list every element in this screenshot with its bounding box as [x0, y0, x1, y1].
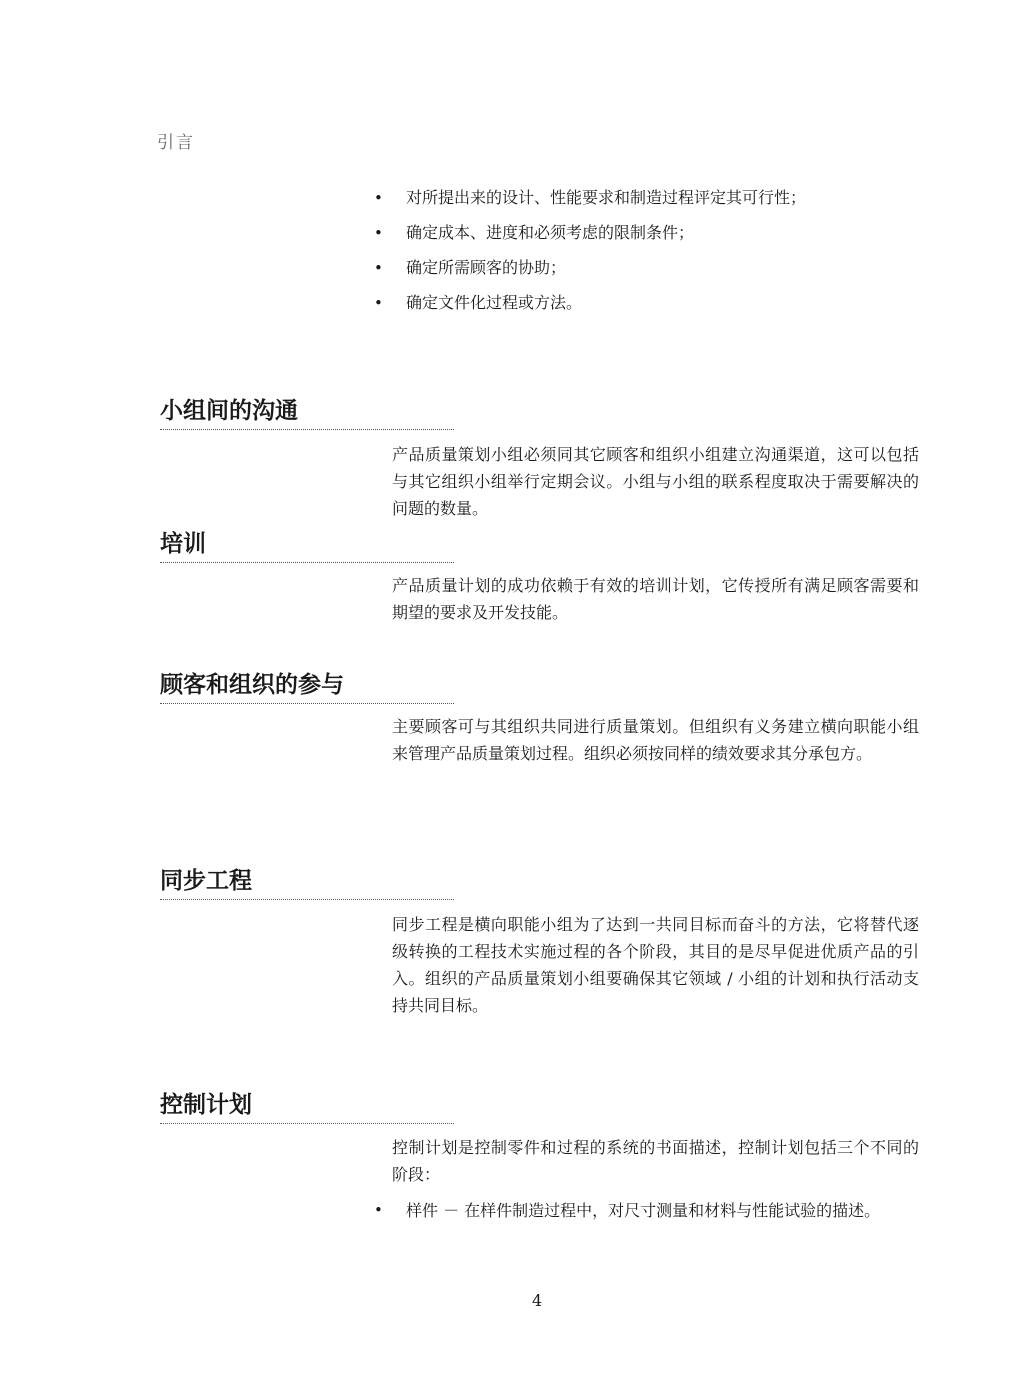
list-item: • 确定所需顾客的协助； [372, 256, 932, 280]
list-item: • 对所提出来的设计、性能要求和制造过程评定其可行性； [372, 186, 932, 210]
intro-bullet-list [372, 186, 932, 326]
section-text-customer-participation: 主要顾客可与其组织共同进行质量策划。但组织有义务建立横向职能小组来管理产品质量策划过程。组织必须按同样的绩效要求其分承包方。 [392, 717, 919, 763]
running-header: 引言 [157, 133, 195, 153]
section-heading-communication: 小组间的沟通 [160, 396, 454, 430]
section-heading-control-plan: 控制计划 [160, 1090, 454, 1124]
section-text-concurrent-engineering: 同步工程是横向职能小组为了达到一共同目标而奋斗的方法，它将替代逐级转换的工程技术实施过程的各个阶段，其目的是尽早促进优质产品的引入。组织的产品质量策划小组要确保其它领域 / 小组的计划和执行活动支持共同目标。 [392, 915, 919, 1015]
page-number: 4 [532, 1291, 543, 1310]
list-item: • 样件 － 在样件制造过程中，对尺寸测量和材料与性能试验的描述。 [372, 1197, 925, 1224]
section-text-communication: 产品质量策划小组必须同其它顾客和组织小组建立沟通渠道，这可以包括与其它组织小组举行定期会议。小组与小组的联系程度取决于需要解决的问题的数量。 [392, 445, 919, 518]
section-text-training: 产品质量计划的成功依赖于有效的培训计划，它传授所有满足顾客需要和期望的要求及开发技能。 [392, 576, 919, 622]
section-heading-concurrent-engineering: 同步工程 [160, 866, 454, 900]
control-plan-bullet-list [372, 1197, 925, 1235]
list-item: • 确定成本、进度和必须考虑的限制条件； [372, 221, 932, 245]
section-text-control-plan: 控制计划是控制零件和过程的系统的书面描述，控制计划包括三个不同的阶段： [392, 1138, 919, 1184]
section-heading-training: 培训 [160, 529, 454, 563]
list-item: • 确定文件化过程或方法。 [372, 291, 932, 315]
section-heading-customer-participation: 顾客和组织的参与 [160, 670, 454, 704]
